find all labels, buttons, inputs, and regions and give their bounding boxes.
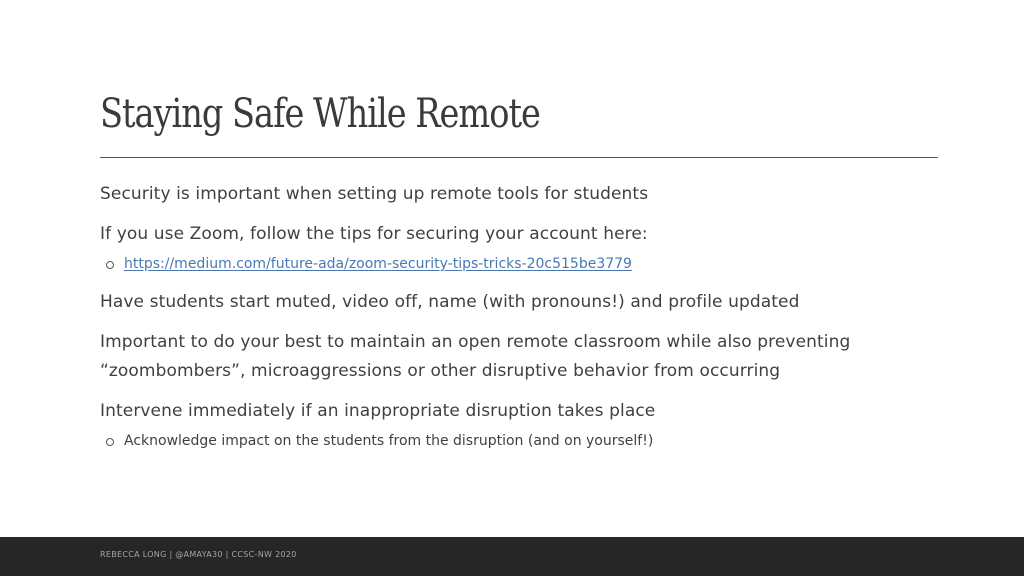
footer-text: REBECCA LONG | @AMAYA30 | CCSC-NW 2020: [100, 550, 297, 559]
title-divider: [100, 157, 938, 158]
sub-bullet-zoom-link: [104, 251, 940, 277]
bullet-security: Security is important when setting up remote tools for students: [100, 184, 649, 204]
bullet-open-classroom: Important to do your best to maintain an open remote classroom while also preventing “zoombombers”, microaggressions or other disruptive behavior from occurring: [100, 332, 851, 381]
slide-body: [100, 180, 940, 465]
sub-bullet-acknowledge: [104, 428, 940, 454]
zoom-security-link[interactable]: https://medium.com/future-ada/zoom-security-tips-tricks-20c515be3779: [124, 256, 632, 272]
footer-bar: [0, 537, 1024, 576]
circle-bullet-icon: [106, 261, 114, 269]
circle-bullet-icon: [106, 438, 114, 446]
acknowledge-text: Acknowledge impact on the students from the disruption (and on yourself!): [124, 433, 654, 449]
bullet-intervene: Intervene immediately if an inappropriate disruption takes place: [100, 401, 656, 421]
bullet-students-muted: Have students start muted, video off, name (with pronouns!) and profile updated: [100, 292, 800, 312]
bullet-zoom-tips: If you use Zoom, follow the tips for securing your account here:: [100, 224, 648, 244]
slide-title: Staying Safe While Remote: [100, 91, 540, 137]
